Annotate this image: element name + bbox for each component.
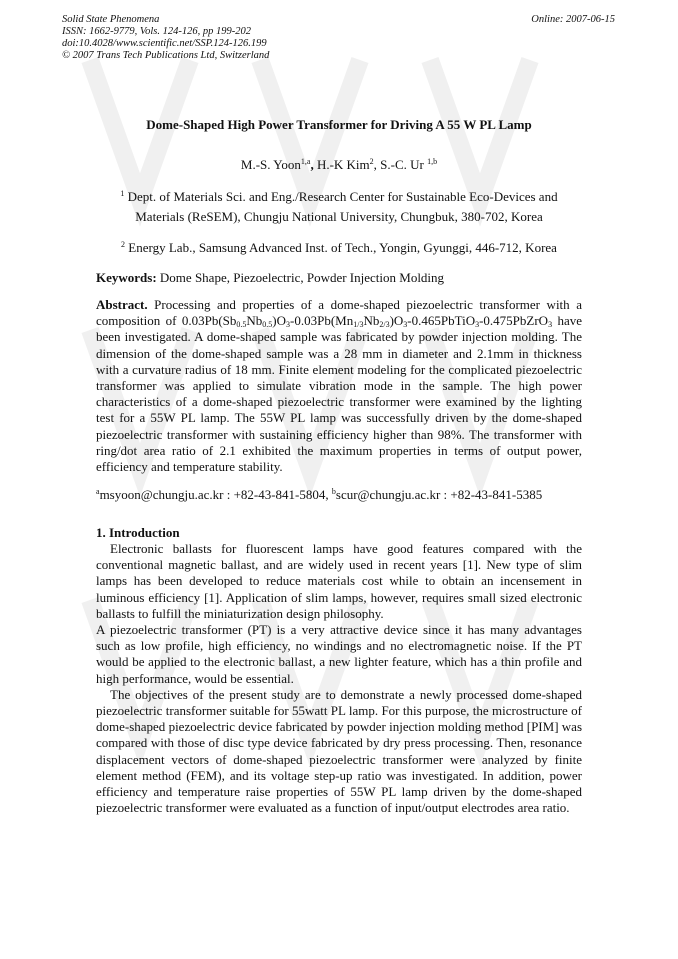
email-mark: b [331, 487, 336, 496]
subscript: 3 [548, 320, 553, 330]
affiliation-text: Dept. of Materials Sci. and Eng./Research Center for Sustainable Eco-Devices and [124, 189, 558, 204]
author-name: S.-C. Ur [380, 157, 428, 172]
subscript: 1/3 [353, 320, 364, 330]
abstract-text: -0.475PbZrO [479, 313, 549, 329]
abstract-label: Abstract. [96, 297, 148, 312]
online-date: Online: 2007-06-15 [531, 14, 615, 25]
journal-header [62, 14, 269, 62]
doi-line: doi:10.4028/www.scientific.net/SSP.124-126.199 [62, 38, 267, 49]
introduction-body [96, 541, 582, 816]
author-list [0, 157, 678, 173]
copyright-line: © 2007 Trans Tech Publications Ltd, Switzerland [62, 50, 270, 61]
keywords-line [96, 270, 582, 286]
author-separator: , [310, 157, 317, 172]
section-heading: 1. Introduction [96, 525, 180, 540]
affiliation-mark: 2 [121, 240, 126, 249]
email-b: scur@chungju.ac.kr : +82-43-841-5385 [335, 487, 543, 502]
email-a: msyoon@chungju.ac.kr : +82-43-841-5804, [99, 487, 332, 502]
intro-paragraph-2: A piezoelectric transformer (PT) is a very attractive device since it has many advantages such as low profile, high efficiency, no windings and no electromagnetic noise. If the PT would be applied to the electronic ballast, a new lighter feature, which has a thin profile and high performance, would be essential. [96, 622, 582, 686]
author-sup: 2 [369, 157, 374, 166]
contact-emails [96, 487, 582, 503]
author-sup: 1,b [427, 157, 438, 166]
abstract-text: )O [389, 313, 404, 329]
abstract-text: )O [272, 313, 287, 329]
abstract-paragraph [96, 297, 582, 475]
abstract-text: Processing and properties of a dome-shaped piezoelectric transformer with a composition of 0.03Pb(Sb [96, 297, 582, 329]
journal-name: Solid State Phenomena [62, 14, 160, 25]
affiliation-mark: 1 [120, 189, 125, 198]
affiliation-2 [96, 238, 582, 258]
affiliation-text: Energy Lab., Samsung Advanced Inst. of Tech., Yongin, Gyunggi, 446-712, Korea [125, 240, 557, 255]
intro-paragraph-3: The objectives of the present study are to demonstrate a newly processed dome-shaped piezoelectric transformer suitable for 55watt PL lamp. For this purpose, the microstructure of dome-shaped piezoelectric device fabricated by powder injection molding method [PIM] was compared with those of disc type device fabricated by dry press processing. Then, resonance displacement vectors of dome-shaped piezoelectric transformer were analyzed by finite element method (FEM), and its voltage step-up ratio was investigated. In addition, power efficiency and temperature raise properties of 55W PL lamp driven by the dome-shaped piezoelectric transformer were evaluated as a function of input/output electrodes area ratio. [96, 686, 582, 816]
author-sup: 1,a [300, 157, 311, 166]
keywords-text: Dome Shape, Piezoelectric, Powder Injection Molding [156, 270, 445, 285]
keywords-label: Keywords: [96, 270, 157, 285]
subscript: 3 [286, 320, 291, 330]
subscript: 3 [403, 320, 408, 330]
abstract-text: -0.465PbTiO [407, 313, 476, 329]
paper-title: Dome-Shaped High Power Transformer for Driving A 55 W PL Lamp [146, 117, 532, 132]
affiliation-1 [96, 187, 582, 227]
author-name: M.-S. Yoon [240, 157, 301, 172]
author-name: H.-K Kim [316, 157, 370, 172]
abstract-text: -0.03Pb(Mn [290, 313, 354, 329]
issn-line: ISSN: 1662-9779, Vols. 124-126, pp 199-202 [62, 26, 251, 37]
subscript: 0.5 [262, 320, 273, 330]
abstract-text: Nb [246, 313, 263, 329]
intro-paragraph-1: Electronic ballasts for fluorescent lamps have good features compared with the conventional magnetic ballast, and are widely used in recent years [1]. New type of slim lamps has been developed to reduce materials cost while to obtain an incensement in luminous efficiency [1]. Application of slim lamps, however, requires small sized electronic ballasts to fulfill the miniaturization design philosophy. [96, 541, 582, 621]
subscript: 0.5 [236, 320, 247, 330]
subscript: 3 [475, 320, 480, 330]
author-separator: , [373, 157, 381, 172]
email-mark: a [96, 487, 100, 496]
subscript: 2/3 [379, 320, 390, 330]
abstract-text: Nb [363, 313, 380, 329]
abstract-text: have been investigated. A dome-shaped sample was fabricated by powder injection molding. The dimension of the dome-shaped sample was a 28 mm in diameter and 2.1mm in thickness with a curvature radius of 18 mm. Finite element modeling for the complicated piezoelectric transformer was applied to simulate vibration mode in the sample. The high power characteristics of a dome-shaped piezoelectric transformer were examined by the lighting test for a 55W PL lamp. The 55W PL lamp was successfully driven by the dome-shaped piezoelectric transformer with sustaining efficiency higher than 98%. The transformer with ring/dot area ratio of 2.1 exhibited the maximum properties in terms of output power, efficiency and temperature stability. [96, 313, 582, 475]
affiliation-text: Materials (ReSEM), Chungju National University, Chungbuk, 380-702, Korea [135, 209, 543, 224]
